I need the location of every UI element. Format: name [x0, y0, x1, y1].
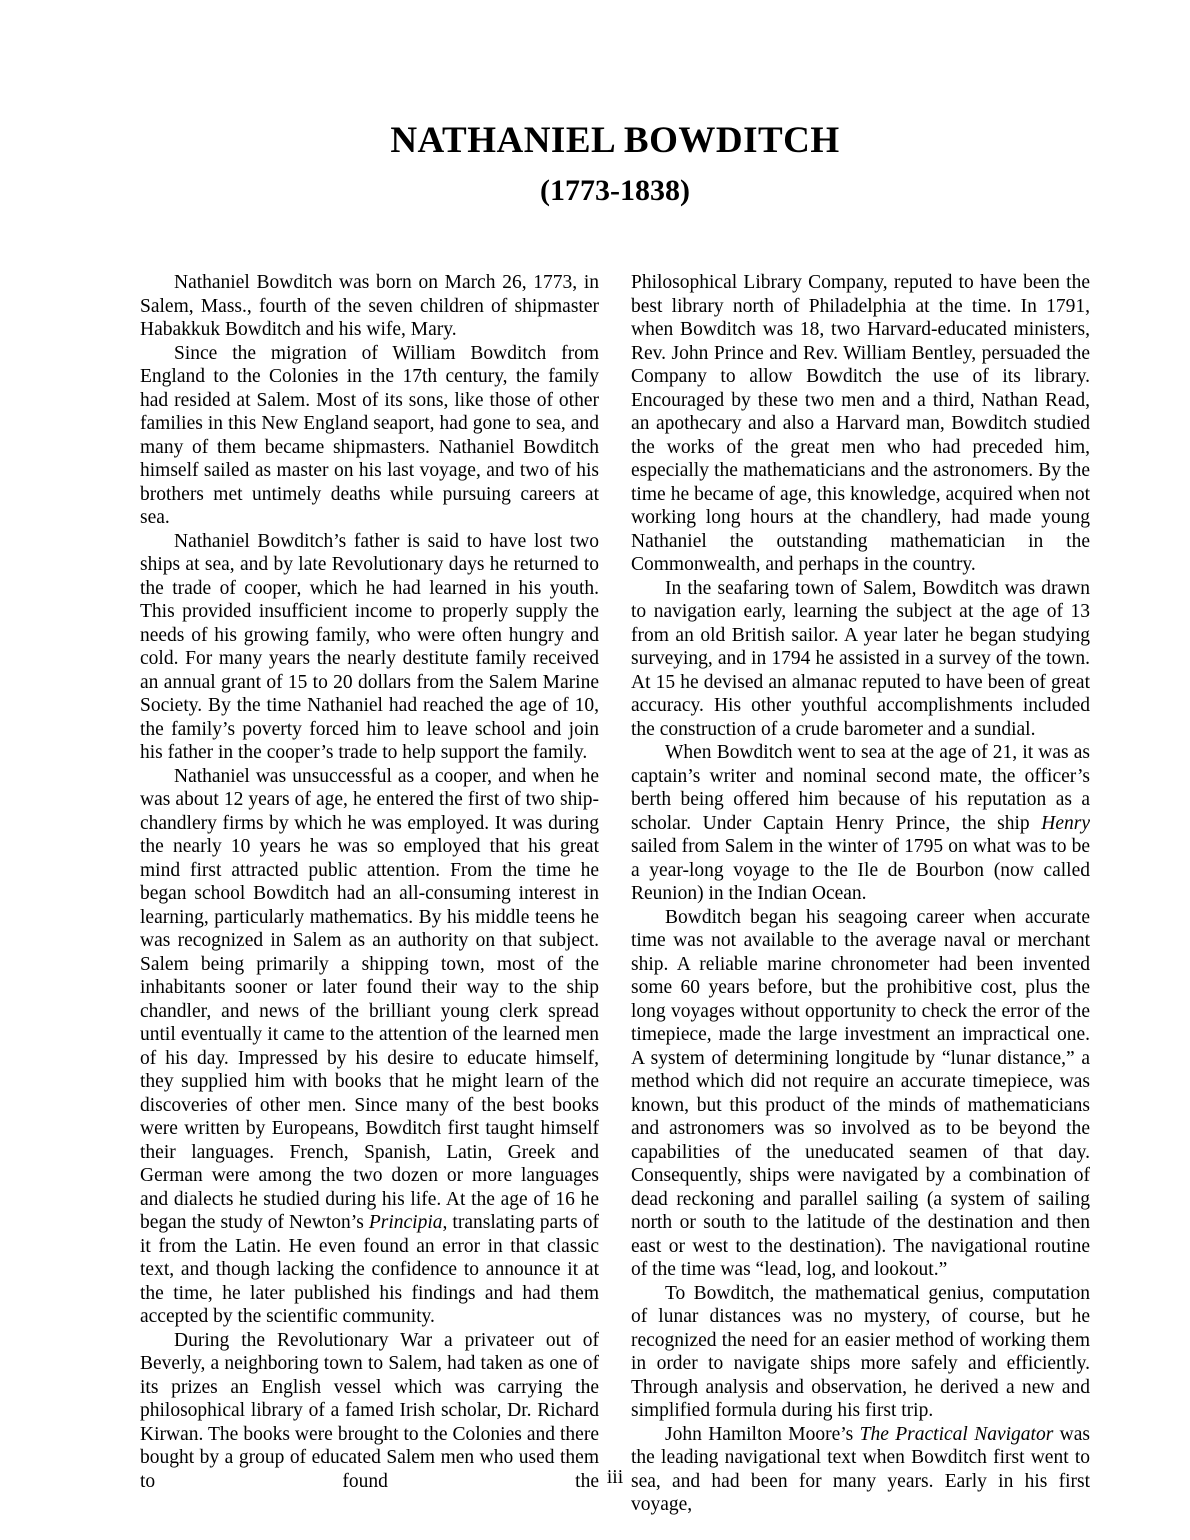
paragraph: [631, 906, 1090, 1282]
italic-text-run: The Practical Navigator: [859, 1423, 1054, 1445]
paragraph: [631, 577, 1090, 742]
text-run: Nathaniel was unsuccessful as a cooper, and when he was about 12 years of age, he entered the first of two ship-chandlery firms by which he was employed. It was during the nearly 10 years he was so employed that his great mind first attracted public attention. From the time he began school Bowditch had an all-consuming interest in learning, particularly mathematics. By his middle teens he was recognized in Salem as an authority on that subject. Salem being primarily a shipping town, most of the inhabitants sooner or later found their way to the ship chandler, and news of the brilliant young clerk spread until eventually it came to the attention of the learned men of his day. Impressed by his desire to educate himself, they supplied him with books that he might learn of the discoveries of other men. Since many of the best books were written by Europeans, Bowditch first taught himself their languages. French, Spanish, Latin, Greek and German were among the two dozen or more languages and dialects he studied during his life. At the age of 16 he began the study of Newton’s: [140, 765, 599, 1233]
page-title: NATHANIEL BOWDITCH: [390, 120, 840, 161]
text-run: Philosophical Library Company, reputed to have been the best library north of Philadelphia at the time. In 1791, when Bowditch was 18, two Harvard-educated ministers, Rev. John Prince and Rev. William Bentley, persuaded the Company to allow Bowditch the use of its library. Encouraged by these two men and a third, Nathan Read, an apothecary and also a Harvard man, Bowditch studied the works of the great men who had preceded him, especially the mathematicians and the astronomers. By the time he became of age, this knowledge, acquired when not working long hours at the chandlery, had made young Nathaniel the outstanding mathematician in the Commonwealth, and perhaps in the country.: [631, 272, 1090, 575]
paragraph: [140, 765, 599, 1329]
page-number: iii: [606, 1467, 624, 1488]
text-run: When Bowditch went to sea at the age of 21, it was as captain’s writer and nominal second mate, the officer’s berth being offered him because of his reputation as a scholar. Under Captain Henry Prince, the ship: [631, 742, 1090, 834]
paragraph: [140, 342, 599, 530]
text-run: Bowditch began his seagoing career when accurate time was not available to the average naval or merchant ship. A reliable marine chronometer had been invented some 60 years before, but the prohibitive cost, plus the long voyages without opportunity to check the error of the timepiece, made the large investment an impractical one. A system of determining longitude by “lunar distance,” a method which did not require an accurate timepiece, was known, but this product of the minds of mathematicians and astronomers was so involved as to be beyond the capabilities of the uneducated seamen of that day. Consequently, ships were navigated by a combination of dead reckoning and parallel sailing (a system of sailing north or south to the latitude of the destination and then east or west to the destination). The navigational routine of the time was “lead, log, and lookout.”: [631, 906, 1090, 1280]
paragraph: [631, 271, 1090, 577]
document-header: [140, 122, 1090, 207]
paragraph: [631, 741, 1090, 906]
italic-text-run: Principia: [368, 1212, 443, 1233]
paragraph: [631, 1282, 1090, 1423]
text-run: To Bowditch, the mathematical genius, computation of lunar distances was no mystery, of course, but he recognized the need for an easier method of working them in order to navigate ships more safely and efficiently. Through analysis and observation, he derived a new and simplified formula during his first trip.: [631, 1282, 1090, 1421]
italic-text-run: Henry: [1041, 812, 1090, 834]
text-run: In the seafaring town of Salem, Bowditch was drawn to navigation early, learning the subject at the age of 13 from an old British sailor. A year later he began studying surveying, and in 1794 he assisted in a survey of the town. At 15 he devised an almanac reputed to have been of great accuracy. His other youthful accomplishments included the construction of a crude barometer and a sundial.: [631, 577, 1090, 740]
text-run: sailed from Salem in the winter of 1795 on what was to be a year-long voyage to the Ile de Bourbon (now called Reunion) in the Indian Ocean.: [631, 836, 1090, 904]
paragraph: [140, 271, 599, 342]
text-column-right: [631, 271, 1090, 1517]
two-column-body: [140, 271, 1090, 1517]
text-run: During the Revolutionary War a privateer out of Beverly, a neighboring town to Salem, had taken as one of its prizes an English vessel which was carrying the philosophical library of a famed Irish scholar, Dr. Richard Kirwan. The books were brought to the Colonies and there bought by a group of educated Salem men who used them to found the: [140, 1329, 599, 1492]
text-run: John Hamilton Moore’s: [665, 1423, 860, 1445]
text-run: Nathaniel Bowditch’s father is said to have lost two ships at sea, and by late Revolutionary days he returned to the trade of cooper, which he had learned in his youth. This provided insufficient income to properly supply the needs of his growing family, who were often hungry and cold. For many years the nearly destitute family received an annual grant of 15 to 20 dollars from the Salem Marine Society. By the time Nathaniel had reached the age of 10, the family’s poverty forced him to leave school and join his father in the cooper’s trade to help support the family.: [140, 530, 599, 763]
page-subtitle: (1773-1838): [540, 173, 690, 207]
text-run: , translating parts of it from the Latin. He even found an error in that classic text, and though lacking the confidence to announce it at the time, he later published his findings and had them accepted by the scientific community.: [140, 1212, 599, 1327]
text-run: Nathaniel Bowditch was born on March 26, 1773, in Salem, Mass., fourth of the seven children of shipmaster Habakkuk Bowditch and his wife, Mary.: [140, 272, 599, 340]
text-column-left: [140, 271, 599, 1517]
text-run: was the leading navigational text when Bowditch first went to sea, and had been for many years. Early in his first voyage,: [631, 1423, 1090, 1515]
text-run: Since the migration of William Bowditch from England to the Colonies in the 17th century, the family had resided at Salem. Most of its sons, like those of other families in this New England seaport, had gone to sea, and many of them became shipmasters. Nathaniel Bowditch himself sailed as master on his last voyage, and two of his brothers met untimely deaths while pursuing careers at sea.: [140, 342, 599, 528]
paragraph: [140, 530, 599, 765]
